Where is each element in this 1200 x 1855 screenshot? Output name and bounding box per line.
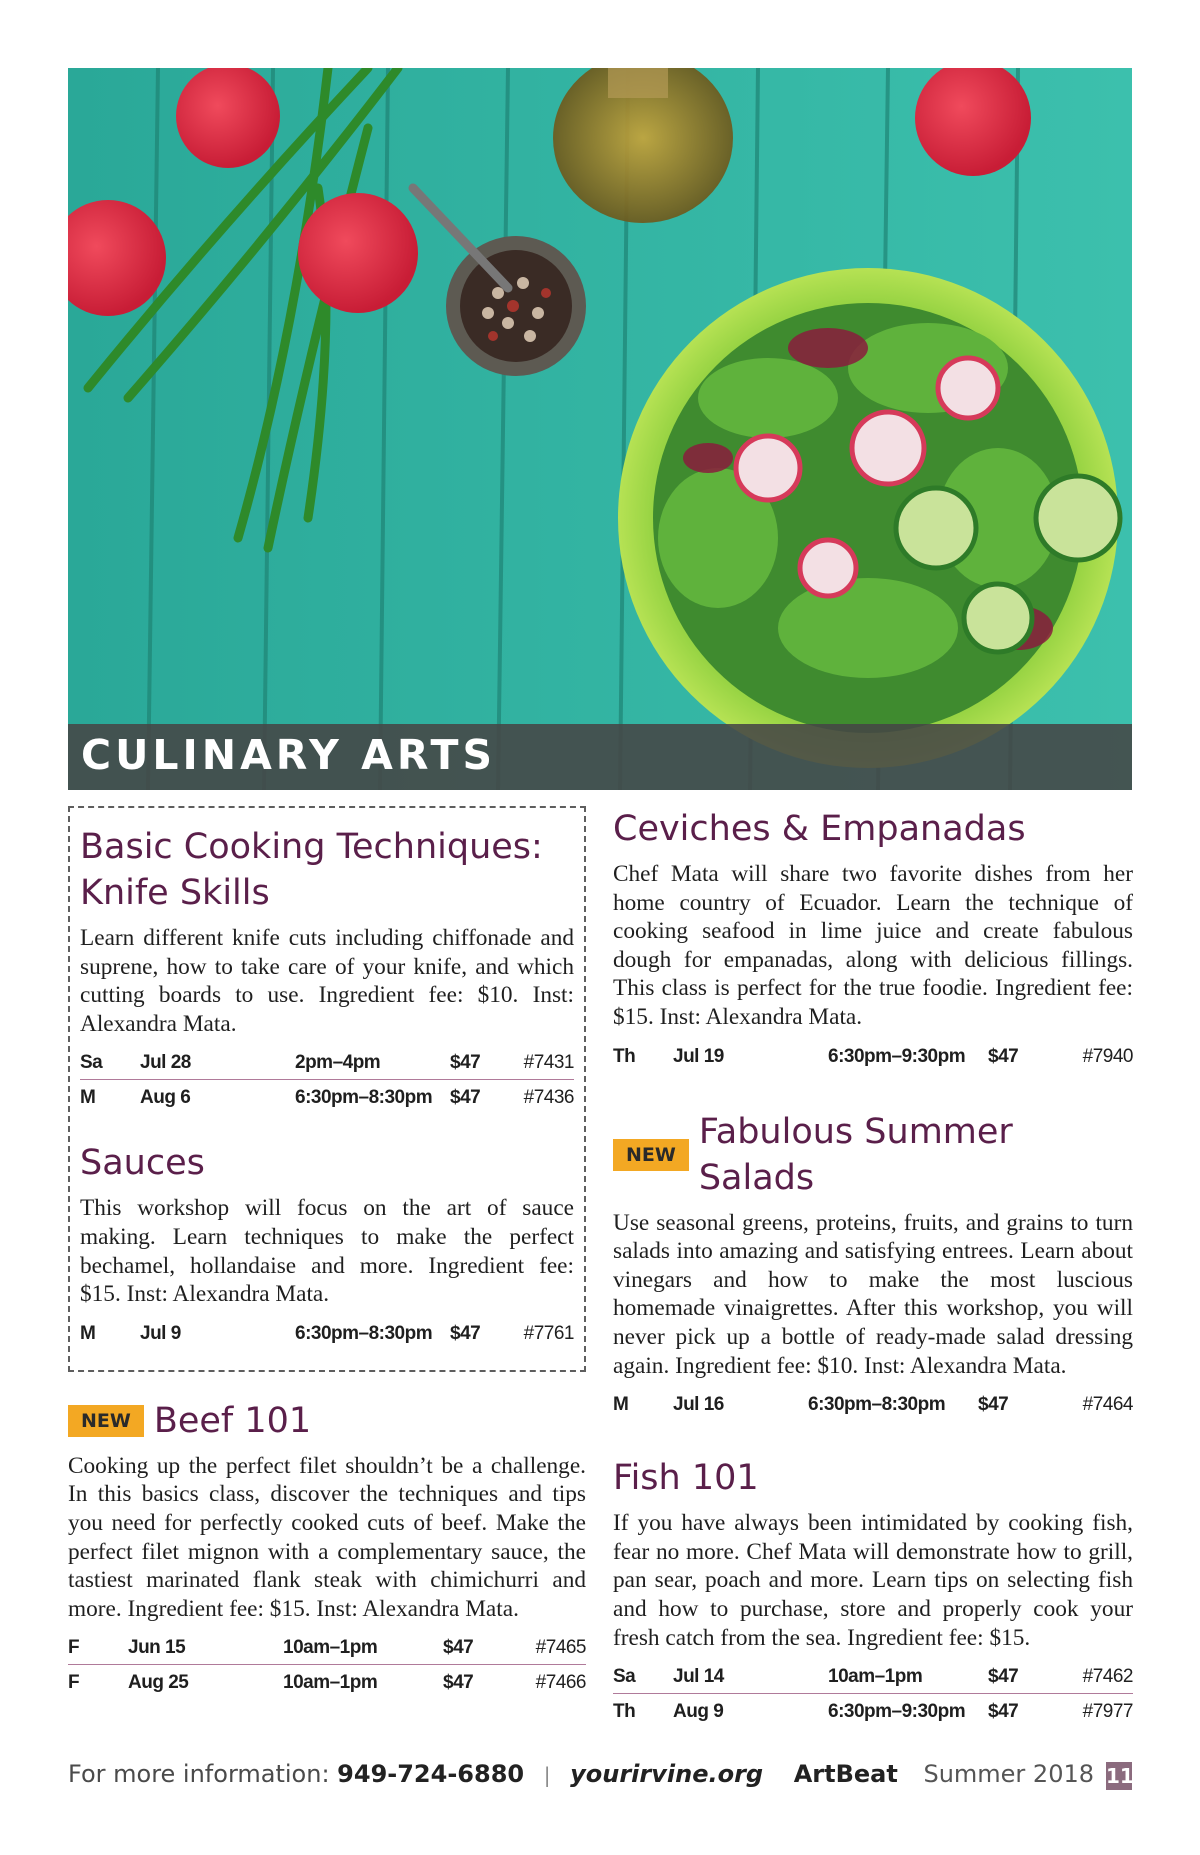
course-title: Ceviches & Empanadas (613, 809, 1026, 849)
session-price: $47 (988, 1694, 1048, 1729)
course-title (80, 824, 574, 916)
course-description: Learn different knife cuts including chiffonade and suprene, how to take care of your knife, and which cutting boards to use. Ingredient fee: $10. Inst: Alexandra Mata. (80, 925, 574, 1037)
session-table (80, 1048, 574, 1114)
course-fish-101 (613, 1455, 1133, 1728)
session-price: $47 (443, 1637, 474, 1659)
session-day: Sa (613, 1666, 636, 1688)
session-date: Aug 6 (140, 1080, 295, 1115)
course-knife-skills (80, 824, 574, 1114)
session-price: $47 (988, 1045, 1019, 1067)
session-row (80, 1080, 574, 1115)
session-date: Jul 14 (673, 1666, 724, 1688)
session-time: 6:30pm–8:30pm (295, 1080, 450, 1115)
session-date: Jul 9 (140, 1322, 181, 1344)
session-row (613, 1390, 1133, 1421)
session-table (80, 1319, 574, 1350)
website-link[interactable]: yourirvine.org (570, 1760, 764, 1788)
session-price: $47 (978, 1394, 1009, 1416)
salad-photo (68, 68, 1132, 790)
session-time: 6:30pm–8:30pm (295, 1322, 433, 1344)
session-table (68, 1633, 586, 1699)
session-code: #7431 (523, 1052, 574, 1074)
footer-info (68, 1760, 763, 1788)
session-table (613, 1662, 1133, 1728)
session-time: 6:30pm–8:30pm (808, 1394, 946, 1416)
new-badge: NEW (613, 1139, 689, 1171)
course-description: This workshop will focus on the art of sauce making. Learn techniques to make the perfect bechamel, hollandaise and more. Ingredient fee: $15. Inst: Alexandra Mata. (80, 1195, 574, 1308)
session-day: F (68, 1665, 128, 1700)
session-row (613, 1042, 1133, 1073)
course-title: Sauces (80, 1143, 205, 1184)
session-time: 10am–1pm (828, 1666, 923, 1688)
course-title-row (68, 1398, 586, 1444)
course-summer-salads (613, 1109, 1133, 1422)
session-time: 6:30pm–9:30pm (828, 1045, 966, 1067)
session-date: Aug 25 (128, 1665, 283, 1700)
session-time: 10am–1pm (283, 1637, 378, 1659)
page-footer (68, 1760, 1132, 1800)
hero-image (68, 68, 1132, 790)
session-row (68, 1665, 586, 1700)
course-title-line2: Knife Skills (80, 873, 270, 913)
session-price: $47 (988, 1666, 1019, 1688)
session-row (613, 1694, 1133, 1729)
session-date: Jun 15 (128, 1637, 186, 1659)
course-description: Cooking up the perfect filet shouldn’t be a challenge. In this basics class, discover the techniques and tips you need for perfectly cooked cuts of beef. Make the perfect filet mignon with a complementary sauce, the tastiest marinated flank steak with chimichurri and more. Ingredient fee: $15. Inst: Alexandra Mata. (68, 1452, 586, 1622)
session-date: Jul 28 (140, 1052, 191, 1074)
session-code: #7464 (1082, 1394, 1133, 1416)
session-table (613, 1042, 1133, 1073)
session-day: Th (613, 1694, 673, 1729)
session-date: Jul 16 (673, 1394, 724, 1416)
session-day: M (80, 1080, 140, 1115)
session-time: 10am–1pm (283, 1665, 443, 1700)
session-date: Aug 9 (673, 1694, 828, 1729)
course-ceviches-empanadas (613, 806, 1133, 1073)
session-price: $47 (450, 1322, 481, 1344)
session-code: #7466 (503, 1665, 586, 1700)
session-code: #7940 (1082, 1045, 1133, 1067)
page-number: 11 (1106, 1764, 1134, 1788)
session-code: #7465 (535, 1637, 586, 1659)
session-price: $47 (450, 1052, 481, 1074)
session-table (613, 1390, 1133, 1421)
session-code: #7462 (1082, 1666, 1133, 1688)
session-day: F (68, 1637, 80, 1659)
phone-number[interactable]: 949-724-6880 (337, 1760, 525, 1788)
course-title: Fabulous Summer Salads (698, 1111, 1013, 1198)
course-beef-101 (68, 1398, 586, 1700)
publication-season: Summer 2018 (923, 1760, 1094, 1788)
dashed-course-box (68, 806, 586, 1372)
course-title-line1: Basic Cooking Techniques: (80, 827, 543, 867)
course-title: Fish 101 (613, 1458, 759, 1499)
section-title: CULINARY ARTS (81, 731, 497, 779)
left-column (68, 806, 586, 1699)
course-description: Use seasonal greens, proteins, fruits, and grains to turn salads into amazing and satisfying entrees. Learn about vinegars and how to make the most luscious homemade vinaigrettes. After this workshop, you will never pick up a bottle of ready-made salad dressing again. Ingredient fee: $10. Inst: Alexandra Mata. (613, 1209, 1133, 1379)
course-description: Chef Mata will share two favorite dishes from her home country of Ecuador. Learn the technique of cooking seafood in lime juice and create fabulous dough for empanadas, along with delicious fillings. This class is perfect for the true foodie. Ingredient fee: $15. Inst: Alexandra Mata. (613, 861, 1133, 1030)
session-day: Sa (80, 1052, 103, 1074)
section-banner (68, 724, 1132, 790)
session-price: $47 (450, 1080, 510, 1115)
session-date: Jul 19 (673, 1045, 724, 1067)
course-title: Beef 101 (153, 1400, 312, 1441)
session-day: M (613, 1394, 629, 1416)
session-code: #7761 (523, 1322, 574, 1344)
new-badge: NEW (68, 1405, 144, 1437)
footer-separator: | (543, 1763, 551, 1787)
session-time: 2pm–4pm (295, 1052, 381, 1074)
course-description: If you have always been intimidated by cooking fish, fear no more. Chef Mata will demonstrate how to grill, pan sear, poach and more. Learn tips on selecting fish and how to purchase, store and properly cook your fresh catch from the sea. Ingredient fee: $15. (613, 1510, 1133, 1651)
session-day: Th (613, 1045, 636, 1067)
info-label: For more information: (68, 1760, 330, 1788)
session-price: $47 (443, 1665, 503, 1700)
session-time: 6:30pm–9:30pm (828, 1694, 988, 1729)
course-title-row (613, 1109, 1133, 1201)
session-row (80, 1048, 574, 1080)
right-column (613, 806, 1133, 1728)
publication-name: ArtBeat (793, 1760, 898, 1788)
session-code: #7977 (1048, 1694, 1133, 1729)
session-day: M (80, 1322, 96, 1344)
session-row (613, 1662, 1133, 1694)
session-code: #7436 (510, 1080, 574, 1115)
course-sauces (80, 1140, 574, 1349)
session-row (80, 1319, 574, 1350)
footer-brand (794, 1760, 1094, 1788)
session-row (68, 1633, 586, 1665)
